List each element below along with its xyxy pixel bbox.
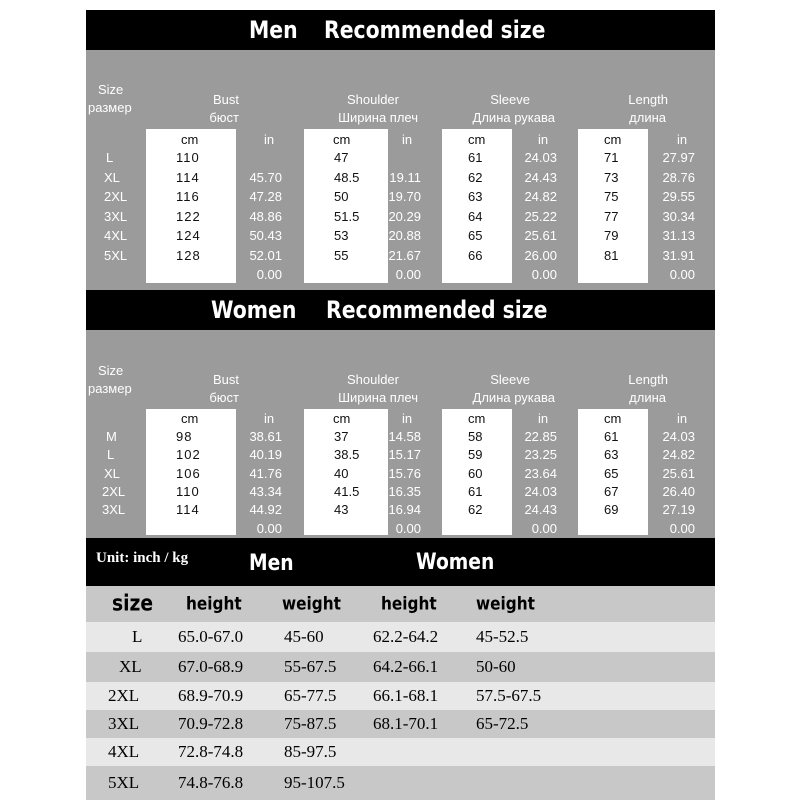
men-height: 68.9-70.9 — [178, 686, 244, 705]
size-label: 2XL — [108, 686, 140, 705]
in-value: 0.00 — [395, 520, 421, 536]
men-height: 65.0-67.0 — [178, 627, 244, 646]
cm-value: 106 — [176, 465, 201, 481]
cm-value: 67 — [604, 483, 619, 499]
women-height: 64.2-66.1 — [373, 657, 439, 676]
size-label: 5XL — [108, 773, 140, 792]
cm-value: 63 — [468, 189, 483, 204]
cm-value: 51.5 — [334, 208, 360, 224]
cm-value: 50 — [334, 189, 349, 204]
size-label: XL — [119, 657, 142, 676]
in-value: 41.76 — [249, 465, 282, 481]
shoulder-header: Shoulder — [346, 372, 399, 387]
length-header-ru: длина — [629, 390, 666, 405]
cm-value: 43 — [334, 502, 349, 518]
cm-value: 58 — [468, 429, 483, 444]
women-height: 68.1-70.1 — [373, 714, 439, 733]
in-header: in — [677, 411, 688, 426]
bust-header: Bust — [212, 92, 239, 107]
cm-value: 55 — [334, 247, 349, 263]
size-label: 2XL — [104, 189, 128, 204]
in-value: 45.70 — [249, 169, 282, 185]
in-value: 19.11 — [389, 169, 421, 185]
in-value: 47.28 — [249, 189, 282, 204]
size-label: 2XL — [102, 483, 126, 499]
cm-value: 65 — [604, 465, 619, 481]
cm-value: 122 — [176, 208, 201, 224]
cm-value: 66 — [468, 247, 483, 263]
length-header-ru: длина — [629, 110, 666, 125]
cm-value: 64 — [468, 208, 483, 224]
women-label: Women — [416, 550, 495, 575]
cm-value: 61 — [468, 483, 483, 499]
men-weight: 45-60 — [284, 627, 324, 646]
length-header: Length — [628, 372, 668, 387]
size-header: Size — [98, 363, 124, 378]
men-height: 72.8-74.8 — [178, 742, 244, 761]
size-header-ru: размер — [88, 381, 132, 396]
cm-header: cm — [333, 132, 351, 147]
in-value: 24.03 — [662, 429, 695, 444]
table-row — [86, 766, 715, 800]
women-size-table — [86, 330, 715, 538]
cm-value: 53 — [334, 228, 349, 243]
in-value: 0.00 — [531, 520, 557, 536]
table-header-row — [86, 586, 715, 622]
cm-header: cm — [604, 411, 622, 426]
size-label: L — [107, 447, 115, 463]
cm-value: 110 — [176, 483, 200, 499]
women-height-header: height — [381, 593, 437, 615]
cm-value: 62 — [468, 169, 483, 185]
men-weight: 65-77.5 — [284, 686, 337, 705]
in-header: in — [538, 411, 549, 426]
shoulder-header: Shoulder — [346, 92, 399, 107]
cm-value: 61 — [604, 429, 619, 444]
in-value: 38.61 — [249, 429, 282, 444]
sleeve-header-ru: Длина рукава — [472, 110, 555, 125]
cm-value: 48.5 — [334, 169, 360, 185]
cm-header: cm — [468, 132, 486, 147]
cm-header: cm — [604, 132, 622, 147]
women-height: 62.2-64.2 — [373, 627, 439, 646]
bust-header-ru: бюст — [209, 110, 239, 125]
men-height-header: height — [186, 593, 242, 615]
in-value: 31.91 — [662, 247, 695, 263]
women-weight: 57.5-67.5 — [476, 686, 542, 705]
in-value: 30.34 — [662, 208, 695, 224]
in-header: in — [264, 132, 275, 147]
size-header: Size — [98, 82, 124, 97]
in-value: 43.34 — [249, 483, 282, 499]
in-value: 24.03 — [524, 483, 557, 499]
in-value: 15.17 — [388, 447, 421, 463]
cm-value: 37 — [334, 429, 349, 444]
men-weight-header: weight — [282, 593, 341, 615]
in-value: 24.43 — [524, 502, 557, 518]
cm-value: 59 — [468, 447, 483, 463]
cm-value: 40 — [334, 465, 349, 481]
men-banner — [86, 10, 715, 50]
in-value: 14.58 — [388, 429, 421, 444]
in-value: 24.82 — [662, 447, 695, 463]
in-value: 19.70 — [388, 189, 421, 204]
cm-value: 71 — [604, 150, 619, 165]
in-value: 25.61 — [662, 465, 695, 481]
in-value: 0.00 — [256, 267, 282, 282]
cm-value: 102 — [176, 447, 201, 463]
bust-header-ru: бюст — [209, 390, 239, 405]
in-value: 20.88 — [388, 228, 421, 243]
cm-value: 73 — [604, 169, 619, 185]
size-label: XL — [104, 169, 120, 185]
cm-value: 41.5 — [334, 483, 360, 499]
men-weight: 75-87.5 — [284, 714, 337, 733]
women-weight-header: weight — [476, 593, 535, 615]
women-banner-gender: Women — [211, 296, 297, 324]
cm-value: 110 — [176, 150, 200, 165]
cm-header: cm — [181, 411, 199, 426]
in-value: 23.64 — [524, 465, 557, 481]
size-label: 3XL — [108, 714, 140, 733]
in-value: 21.67 — [388, 247, 421, 263]
men-weight: 55-67.5 — [284, 657, 337, 676]
in-value: 26.00 — [524, 247, 557, 263]
cm-value: 65 — [468, 228, 483, 243]
in-value: 22.85 — [524, 429, 557, 444]
unit-label: Unit: inch / kg — [96, 550, 189, 566]
in-value: 28.76 — [662, 169, 695, 185]
cm-value: 60 — [468, 465, 483, 481]
cm-value: 128 — [176, 247, 201, 263]
men-height: 70.9-72.8 — [178, 714, 244, 733]
in-value: 16.94 — [388, 502, 421, 518]
size-header-ru: размер — [88, 100, 132, 115]
in-value: 27.97 — [662, 150, 695, 165]
cm-value: 62 — [468, 502, 483, 518]
in-header: in — [264, 411, 275, 426]
in-value: 0.00 — [669, 267, 695, 282]
cm-value: 63 — [604, 447, 619, 463]
cm-value: 98 — [176, 429, 193, 444]
size-label: XL — [104, 465, 120, 481]
cm-value: 114 — [176, 502, 200, 518]
shoulder-header-ru: Ширина плеч — [338, 390, 418, 405]
in-header: in — [677, 132, 688, 147]
men-banner-gender: Men — [249, 16, 298, 44]
cm-value: 77 — [604, 208, 619, 224]
size-label: M — [106, 429, 117, 444]
men-label: Men — [249, 551, 294, 576]
in-header: in — [402, 132, 413, 147]
in-value: 0.00 — [531, 267, 557, 282]
cm-value: 75 — [604, 189, 619, 204]
table-row — [86, 738, 715, 766]
men-banner-title: Recommended size — [324, 16, 546, 44]
size-label: 3XL — [102, 502, 126, 518]
cm-header: cm — [468, 411, 486, 426]
women-banner-title: Recommended size — [326, 296, 548, 324]
bust-header: Bust — [212, 372, 239, 387]
cm-value: 81 — [604, 247, 619, 263]
in-value: 24.82 — [524, 189, 557, 204]
cm-value: 124 — [176, 228, 201, 243]
in-value: 23.25 — [524, 447, 557, 463]
men-weight: 85-97.5 — [284, 742, 337, 761]
in-value: 0.00 — [395, 267, 421, 282]
size-label: L — [132, 627, 143, 646]
women-banner — [86, 290, 715, 330]
cm-header: cm — [181, 132, 199, 147]
cm-value: 38.5 — [334, 447, 360, 463]
in-value: 40.19 — [249, 447, 282, 463]
in-header: in — [402, 411, 413, 426]
in-value: 29.55 — [662, 189, 695, 204]
men-height: 74.8-76.8 — [178, 773, 244, 792]
size-label: 4XL — [108, 742, 140, 761]
in-value: 31.13 — [662, 228, 695, 243]
women-weight: 45-52.5 — [476, 627, 529, 646]
in-header: in — [538, 132, 549, 147]
size-label: 5XL — [104, 247, 128, 263]
cm-value: 79 — [604, 228, 619, 243]
in-value: 44.92 — [249, 502, 282, 518]
cm-value: 114 — [176, 169, 200, 185]
shoulder-header-ru: Ширина плеч — [338, 110, 418, 125]
in-value: 25.61 — [524, 228, 557, 243]
table-row — [86, 710, 715, 738]
table-row — [86, 682, 715, 710]
in-value: 24.43 — [524, 169, 557, 185]
women-weight: 65-72.5 — [476, 714, 529, 733]
in-value: 24.03 — [524, 150, 557, 165]
women-height: 66.1-68.1 — [373, 686, 439, 705]
length-header: Length — [628, 92, 668, 107]
table-row — [86, 652, 715, 682]
cm-value: 61 — [468, 150, 483, 165]
in-value: 26.40 — [662, 483, 695, 499]
size-col-header: size — [112, 591, 154, 617]
in-value: 27.19 — [662, 502, 695, 518]
in-value: 50.43 — [249, 228, 282, 243]
sleeve-header-ru: Длина рукава — [472, 390, 555, 405]
in-value: 15.76 — [388, 465, 421, 481]
in-value: 0.00 — [256, 520, 282, 536]
men-height: 67.0-68.9 — [178, 657, 244, 676]
cm-value: 69 — [604, 502, 619, 518]
men-weight: 95-107.5 — [284, 773, 345, 792]
size-label: 3XL — [104, 208, 128, 224]
sleeve-header: Sleeve — [490, 92, 530, 107]
table-row — [86, 622, 715, 652]
in-value: 25.22 — [524, 208, 557, 224]
in-value: 52.01 — [249, 247, 282, 263]
in-value: 0.00 — [669, 520, 695, 536]
in-value: 48.86 — [249, 208, 282, 224]
in-value: 20.29 — [388, 208, 421, 224]
cm-value: 116 — [176, 189, 200, 204]
cm-header: cm — [333, 411, 351, 426]
size-label: L — [106, 150, 114, 165]
sleeve-header: Sleeve — [490, 372, 530, 387]
cm-value: 47 — [334, 150, 349, 165]
in-value: 16.35 — [388, 483, 421, 499]
unit-header — [86, 538, 715, 586]
size-label: 4XL — [104, 228, 128, 243]
men-size-table — [86, 50, 715, 290]
women-weight: 50-60 — [476, 657, 516, 676]
